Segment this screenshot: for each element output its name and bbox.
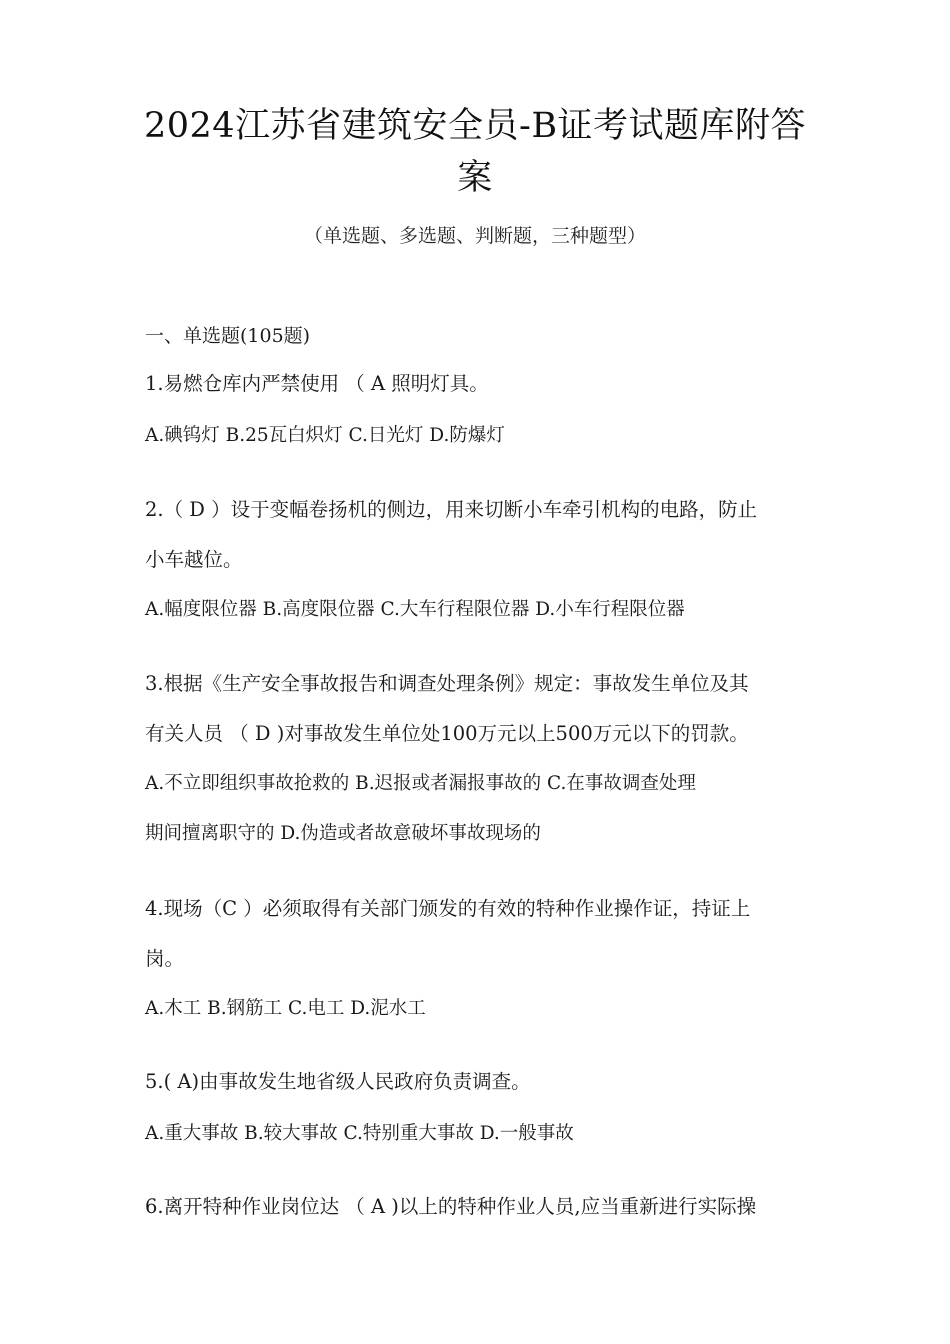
document-title — [130, 100, 820, 204]
question-2-line-2: 小车越位。 — [145, 548, 243, 571]
question-2-line-1: 2.（ D ）设于变幅卷扬机的侧边，用来切断小车牵引机构的电路，防止 — [145, 498, 758, 521]
question-5-options: A.重大事故 B.较大事故 C.特别重大事故 D.一般事故 — [145, 1123, 574, 1144]
question-6-line-1: 6.离开特种作业岗位达 （ A )以上的特种作业人员,应当重新进行实际操 — [145, 1195, 757, 1218]
question-4-line-2: 岗。 — [145, 947, 185, 970]
question-3-options-line-2: 期间擅离职守的 D.伪造或者故意破坏事故现场的 — [145, 823, 541, 844]
title-line-1: 2024江苏省建筑安全员-B证考试题库附答 — [143, 106, 807, 146]
section-heading: 一、单选题(105题) — [145, 325, 311, 347]
question-3-line-2: 有关人员 （ D )对事故发生单位处100万元以上500万元以下的罚款。 — [145, 722, 749, 745]
question-5-line-1: 5.( A)由事故发生地省级人民政府负责调查。 — [145, 1070, 531, 1093]
title-line-2: 案 — [457, 158, 493, 198]
question-1-options: A.碘钨灯 B.25瓦白炽灯 C.日光灯 D.防爆灯 — [145, 425, 505, 446]
question-1-line-1: 1.易燃仓库内严禁使用 （ A 照明灯具。 — [145, 372, 489, 395]
question-3-options-line-1: A.不立即组织事故抢救的 B.迟报或者漏报事故的 C.在事故调查处理 — [145, 773, 696, 794]
question-2-options: A.幅度限位器 B.高度限位器 C.大车行程限位器 D.小车行程限位器 — [145, 599, 685, 620]
document-subtitle: （单选题、多选题、判断题，三种题型） — [303, 225, 646, 247]
question-4-line-1: 4.现场（C ）必须取得有关部门颁发的有效的特种作业操作证，持证上 — [145, 897, 751, 920]
question-4-options: A.木工 B.钢筋工 C.电工 D.泥水工 — [145, 998, 426, 1019]
question-3-line-1: 3.根据《生产安全事故报告和调查处理条例》规定：事故发生单位及其 — [145, 672, 749, 695]
